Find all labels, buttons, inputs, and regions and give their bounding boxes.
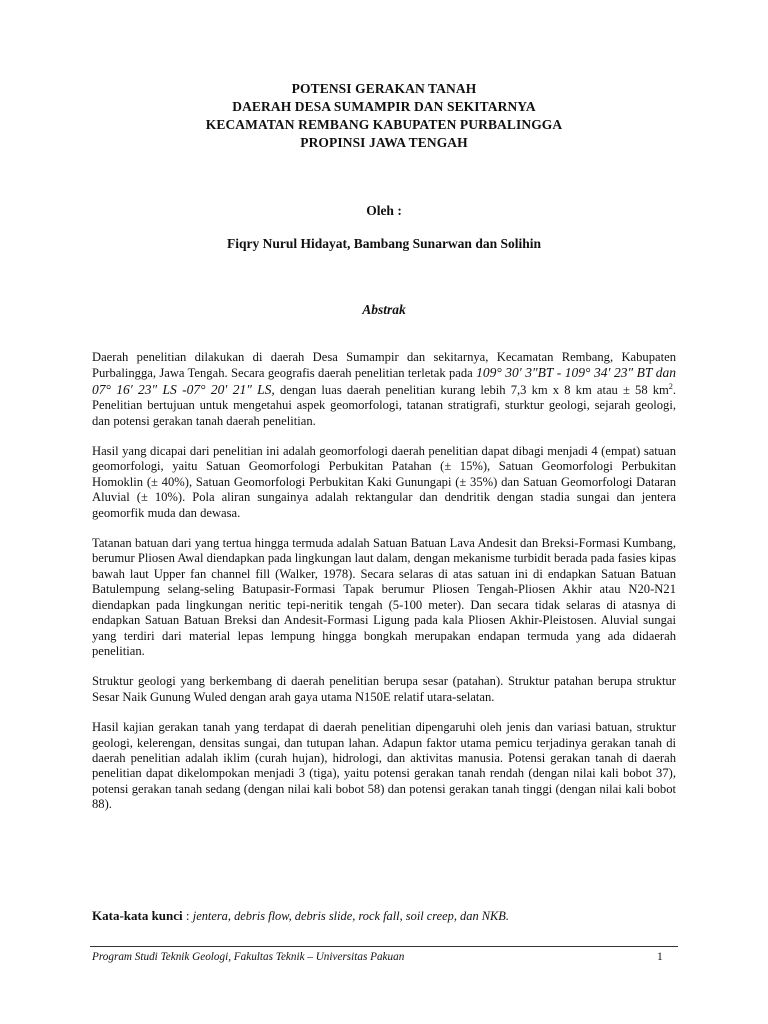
title-line-4: PROPINSI JAWA TENGAH bbox=[300, 135, 468, 150]
abstract-heading: Abstrak bbox=[362, 302, 406, 317]
keywords-text: jentera, debris flow, debris slide, rock fall, soil creep, dan NKB. bbox=[192, 909, 509, 923]
title-line-3: KECAMATAN REMBANG KABUPATEN PURBALINGGA bbox=[205, 117, 563, 132]
superscript-2: 2 bbox=[668, 381, 673, 391]
title-line-2: DAERAH DESA SUMAMPIR DAN SEKITARNYA bbox=[232, 99, 536, 114]
title-line-1: POTENSI GERAKAN TANAH bbox=[291, 81, 477, 96]
keywords-separator: : bbox=[182, 908, 193, 923]
abstract-paragraph-1 bbox=[92, 350, 676, 429]
paragraph-1-text-c: . Penelitian bertujuan untuk mengetahui aspek geomorfologi, tatanan stratigrafi, sturktur geologi, sejarah geologi, dan potensi gerakan tanah daerah penelitian. bbox=[92, 382, 676, 428]
abstract-paragraph-5: Hasil kajian gerakan tanah yang terdapat di daerah penelitian dipengaruhi oleh jenis dan variasi batuan, struktur geologi, kelerengan, densitas sungai, dan tutupan lahan. Adapun faktor utama pemicu terjadinya gerakan tanah di daerah penelitian adalah iklim (curah hujan), hidrologi, dan aktivitas manusia. Potensi gerakan tanah di daerah penelitian dapat dikelompokan menjadi 3 (tiga), yaitu potensi gerakan tanah rendah (dengan nilai kali bobot 37), potensi gerakan tanah sedang (dengan nilai kali bobot 58) dan potensi gerakan tanah tinggi (dengan nilai kali bobot 88). bbox=[92, 720, 676, 812]
paragraph-1-text-a: Daerah penelitian dilakukan di daerah Desa Sumampir dan sekitarnya, Kecamatan Rembang, Kabupaten Purbalingga, Jawa Tengah. Secara geografis daerah penelitian terletak pada bbox=[92, 350, 676, 381]
keywords bbox=[92, 908, 682, 924]
coordinates-text: 109° 30′ 3″BT - 109° 34′ 23″ BT dan 07° 16′ 23″ LS -07° 20′ 21″ LS, bbox=[92, 365, 676, 397]
abstract-body bbox=[92, 350, 676, 828]
abstract-paragraph-4: Struktur geologi yang berkembang di daerah penelitian berupa sesar (patahan). Struktur patahan berupa struktur Sesar Naik Gunung Wuled dengan arah gaya utama N150E relatif utara-selatan. bbox=[92, 674, 676, 704]
paragraph-1-text-b: dengan luas daerah penelitian kurang lebih 7,3 km x 8 km atau ± 58 km bbox=[274, 382, 669, 397]
by-label: Oleh : bbox=[366, 203, 402, 218]
abstract-paragraph-3: Tatanan batuan dari yang tertua hingga termuda adalah Satuan Batuan Lava Andesit dan Breksi-Formasi Kumbang, berumur Pliosen Awal diendapkan pada lingkungan laut dalam, dengan mekanisme turbidit berada pada fasies kipas bawah laut Upper fan channel fill (Walker, 1978). Secara selaras di atas satuan ini di endapkan Satuan Batuan Batulempung selang-seling Batupasir-Formasi Tapak berumur Pliosen Tengah-Pliosen Akhir atau N20-N21 diendapkan pada lingkungan neritic tepi-neritik tengah (5-100 meter). Dan secara tidak selaras di atasnya di endapkan Satuan Batuan Breksi dan Andesit-Formasi Ligung pada kala Pliosen Akhir-Pleistosen. Aluvial sungai yang terdiri dari material lepas lempung hingga bongkah merupakan endapan termuda yang ada didaerah penelitian. bbox=[92, 536, 676, 658]
paper-title bbox=[0, 80, 768, 152]
footer-divider bbox=[90, 946, 678, 947]
authors: Fiqry Nurul Hidayat, Bambang Sunarwan dan Solihin bbox=[227, 236, 541, 251]
footer-institution: Program Studi Teknik Geologi, Fakultas Teknik – Universitas Pakuan bbox=[92, 951, 405, 963]
abstract-paragraph-2: Hasil yang dicapai dari penelitian ini adalah geomorfologi daerah penelitian dapat dibagi menjadi 4 (empat) satuan geomorfologi, yaitu Satuan Geomorfologi Perbukitan Patahan (± 15%), Satuan Geomorfologi Perbukitan Homoklin (± 40%), Satuan Geomorfologi Perbukitan Kaki Gunungapi (± 35%) dan Satuan Geomorfologi Dataran Aluvial (± 10%). Pola aliran sungainya adalah rektangular dan dendritik dengan stadia sungai dan jentera geomorfik muda dan dewasa. bbox=[92, 444, 676, 520]
keywords-label: Kata-kata kunci bbox=[92, 908, 183, 923]
page-number: 1 bbox=[657, 951, 663, 963]
